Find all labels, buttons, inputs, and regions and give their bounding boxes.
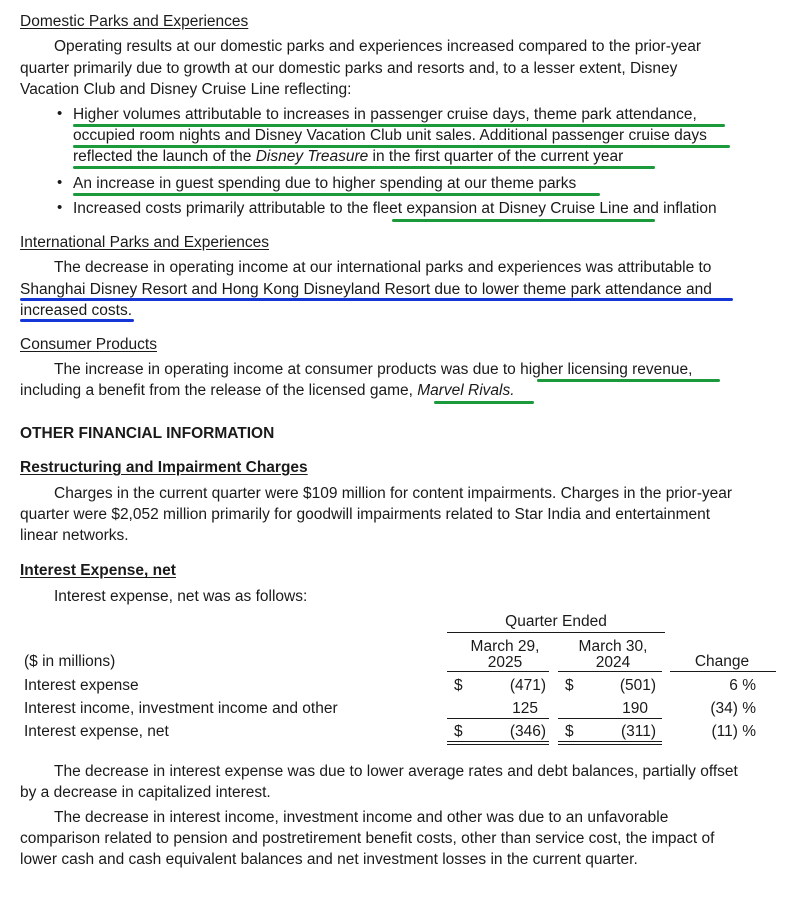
value-2025: (346) [509, 723, 546, 740]
interest-para-line: lower cash and cash equivalent balances and net investment losses in the current quarter. [20, 851, 638, 868]
interest-para-line: comparison related to pension and postretirement benefit costs, other than service cost, the impact of [20, 830, 715, 847]
bullet-1-italic: Disney Treasure [255, 148, 369, 165]
international-para-line: Shanghai Disney Resort and Hong Kong Disneyland Resort due to lower theme park attendance and [20, 281, 712, 298]
highlight-underline [434, 401, 534, 404]
value-2025: (471) [509, 677, 546, 694]
dollar-sign: $ [565, 677, 574, 694]
highlight-underline [73, 193, 600, 196]
section-heading: OTHER FINANCIAL INFORMATION [20, 425, 275, 442]
col-header-1: 2025 [487, 654, 523, 671]
table-double-rule [447, 744, 549, 745]
table-double-rule [558, 744, 662, 745]
units-label: ($ in millions) [24, 653, 116, 670]
domestic-para-line: Operating results at our domestic parks and experiences increased compared to the prior-year [54, 38, 702, 55]
row-label: Interest expense, net [24, 723, 169, 740]
dollar-sign: $ [454, 723, 463, 740]
consumer-para-line [20, 381, 515, 401]
domestic-heading: Domestic Parks and Experiences [20, 13, 249, 30]
value-2024: (501) [619, 677, 656, 694]
value-2024: 190 [622, 700, 648, 717]
interest-para-line: by a decrease in capitalized interest. [20, 784, 271, 801]
bullet-dot: • [57, 174, 63, 191]
highlight-underline [73, 166, 655, 169]
bullet-1-text: reflected the launch of the [73, 148, 256, 165]
bullet-2-line: An increase in guest spending due to higher spending at our theme parks [73, 175, 577, 192]
value-change: 6 % [729, 677, 756, 694]
highlight-underline [392, 219, 655, 222]
row-label: Interest income, investment income and other [24, 700, 338, 717]
consumer-heading: Consumer Products [20, 336, 157, 353]
interest-para-line: The decrease in interest income, investment income and other was due to an unfavorable [54, 809, 669, 826]
consumer-para-line: The increase in operating income at consumer products was due to higher licensing revenue, [54, 361, 693, 378]
table-double-rule [447, 741, 549, 742]
row-label: Interest expense [24, 677, 139, 694]
international-para-line: increased costs. [20, 302, 132, 319]
col-header-2: 2024 [595, 654, 631, 671]
international-para-line: The decrease in operating income at our international parks and experiences was attributable to [54, 259, 712, 276]
table-double-rule [558, 741, 662, 742]
dollar-sign: $ [565, 723, 574, 740]
restructuring-para-line: quarter were $2,052 million primarily for goodwill impairments related to Star India and entertainment [20, 506, 711, 523]
domestic-para-line: Vacation Club and Disney Cruise Line reflecting: [20, 81, 352, 98]
interest-heading: Interest Expense, net [20, 562, 176, 579]
table-rule [447, 718, 549, 719]
consumer-italic: Marvel Rivals. [417, 382, 515, 399]
col-header-1: March 29, [470, 638, 540, 655]
value-change: (11) % [711, 723, 756, 740]
col-header-change: Change [694, 653, 750, 670]
col-header-2: March 30, [578, 638, 648, 655]
table-rule [558, 671, 662, 672]
table-rule [670, 671, 776, 672]
interest-para-line: The decrease in interest expense was due to lower average rates and debt balances, partially offset [54, 763, 738, 780]
value-change: (34) % [710, 700, 756, 717]
bullet-1-line: occupied room nights and Disney Vacation Club unit sales. Additional passenger cruise days [73, 127, 707, 144]
table-rule [447, 632, 665, 633]
table-rule [558, 718, 662, 719]
restructuring-para-line: Charges in the current quarter were $109 million for content impairments. Charges in the prior-year [54, 485, 733, 502]
bullet-dot: • [57, 105, 63, 122]
bullet-3-line: Increased costs primarily attributable to the fleet expansion at Disney Cruise Line and inflation [73, 200, 717, 217]
table-rule [447, 671, 549, 672]
interest-intro: Interest expense, net was as follows: [54, 588, 308, 605]
domestic-para-line: quarter primarily due to growth at our domestic parks and resorts and, to a lesser extent, Disney [20, 60, 678, 77]
highlight-underline [20, 319, 134, 322]
bullet-1-line: Higher volumes attributable to increases in passenger cruise days, theme park attendance, [73, 106, 697, 123]
bullet-dot: • [57, 199, 63, 216]
bullet-1-line [73, 147, 623, 167]
restructuring-para-line: linear networks. [20, 527, 129, 544]
table-group-header: Quarter Ended [505, 613, 607, 630]
consumer-text: including a benefit from the release of the licensed game, [20, 382, 418, 399]
value-2025: 125 [512, 700, 538, 717]
restructuring-heading: Restructuring and Impairment Charges [20, 459, 308, 476]
bullet-1-text: in the first quarter of the current year [368, 148, 624, 165]
highlight-underline [537, 379, 720, 382]
international-heading: International Parks and Experiences [20, 234, 270, 251]
dollar-sign: $ [454, 677, 463, 694]
value-2024: (311) [620, 723, 656, 740]
